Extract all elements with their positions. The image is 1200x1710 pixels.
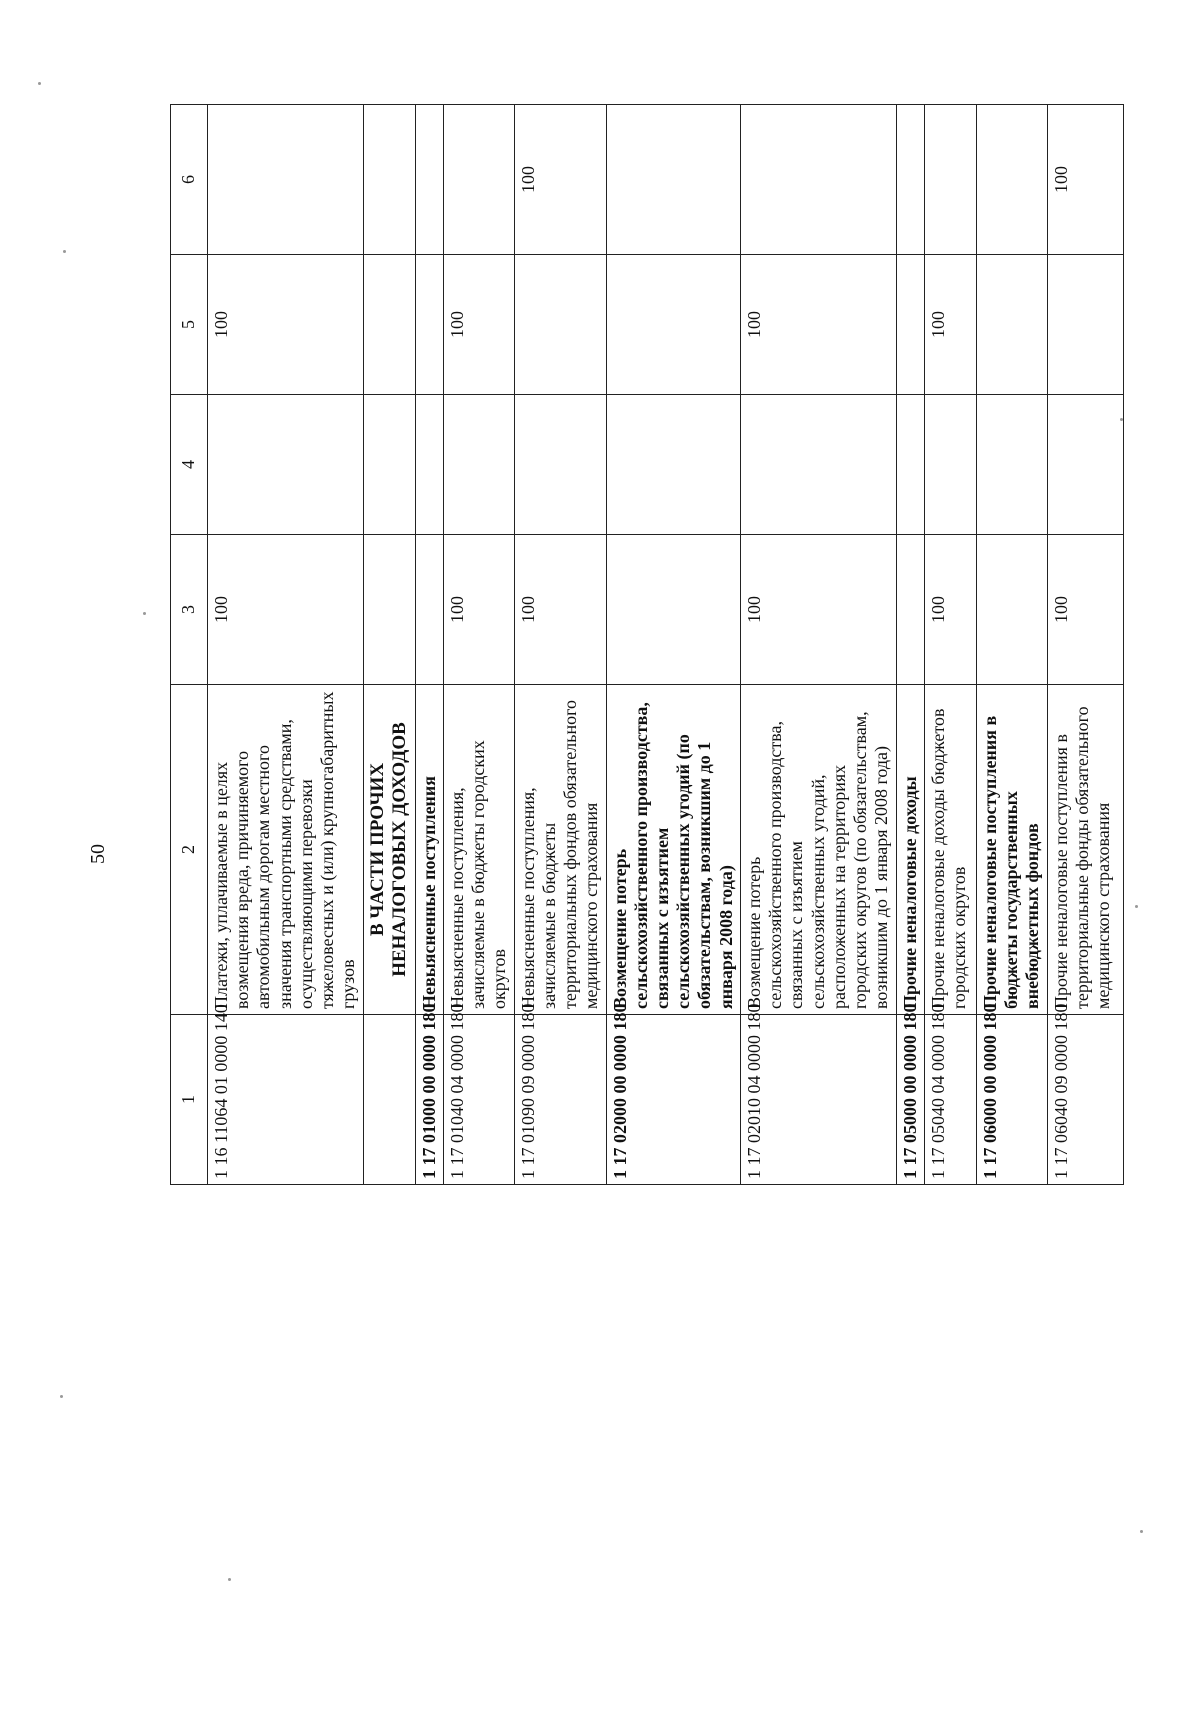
- revenue-name: Платежи, уплачиваемые в целях возмещения вреда, причиняемого автомобильным дорогам местного значения транспортными средствами, осуществляющими перевозки тяжеловесных и (или) крупногабаритных грузов: [208, 685, 364, 1015]
- revenue-name: Невыясненные поступления, зачисляемые в бюджеты городских округов: [443, 685, 514, 1015]
- revenue-code: 1 17 02000 00 0000 180: [606, 1015, 740, 1185]
- cell-col3: 100: [740, 535, 896, 685]
- revenue-code: 1 17 01040 04 0000 180: [443, 1015, 514, 1185]
- revenue-code: 1 17 01090 09 0000 180: [514, 1015, 606, 1185]
- cell-col4: [976, 395, 1047, 535]
- cell-col3: 100: [1047, 535, 1123, 685]
- cell-col5: [606, 255, 740, 395]
- header-row: [171, 105, 208, 1185]
- cell-col5: 100: [208, 255, 364, 395]
- cell-col6: [740, 105, 896, 255]
- revenue-name: Прочие неналоговые поступления в территориальные фонды обязательного медицинского страхования: [1047, 685, 1123, 1015]
- cell-col6: [443, 105, 514, 255]
- cell-col5: [363, 255, 415, 395]
- scan-speck: [38, 82, 41, 85]
- cell-col4: [415, 395, 443, 535]
- table-row: [740, 105, 896, 1185]
- cell-col5: 100: [443, 255, 514, 395]
- revenue-code: 1 17 01000 00 0000 180: [415, 1015, 443, 1185]
- revenue-name: Прочие неналоговые поступления в бюджеты государственных внебюджетных фондов: [976, 685, 1047, 1015]
- revenue-code: 1 17 05040 04 0000 180: [924, 1015, 976, 1185]
- cell-col6: 100: [1047, 105, 1123, 255]
- table-row: [924, 105, 976, 1185]
- revenue-name: Прочие неналоговые доходы: [896, 685, 924, 1015]
- cell-col3: 100: [443, 535, 514, 685]
- table-row: [208, 105, 364, 1185]
- revenue-code: 1 17 06000 00 0000 180: [976, 1015, 1047, 1185]
- cell-col5: 100: [924, 255, 976, 395]
- column-header: 1: [171, 1015, 208, 1185]
- column-header: 4: [171, 395, 208, 535]
- cell-col4: [740, 395, 896, 535]
- cell-col4: [208, 395, 364, 535]
- column-header: 3: [171, 535, 208, 685]
- scan-speck: [1135, 905, 1138, 908]
- revenue-classification-table: [170, 104, 1124, 1185]
- cell-col3: 100: [924, 535, 976, 685]
- revenue-name: Возмещение потерь сельскохозяйственного производства, связанных с изъятием сельскохозяйственных угодий (по обязательствам, возникшим до 1 января 2008 года): [606, 685, 740, 1015]
- cell-col5: [976, 255, 1047, 395]
- revenue-name: Возмещение потерь сельскохозяйственного производства, связанных с изъятием сельскохозяйственных угодий, расположенных на территориях городских округов (по обязательствам, возникшим до 1 января 2008 года): [740, 685, 896, 1015]
- cell-col5: 100: [740, 255, 896, 395]
- cell-col6: [363, 105, 415, 255]
- table-row: [606, 105, 740, 1185]
- cell-col6: [924, 105, 976, 255]
- cell-col5: [415, 255, 443, 395]
- cell-col5: [896, 255, 924, 395]
- scan-speck: [1120, 418, 1123, 421]
- cell-col5: [514, 255, 606, 395]
- cell-col3: 100: [208, 535, 364, 685]
- page-number: 50: [87, 844, 109, 864]
- table-row: [415, 105, 443, 1185]
- cell-col4: [514, 395, 606, 535]
- cell-col5: [1047, 255, 1123, 395]
- cell-col6: [976, 105, 1047, 255]
- scan-speck: [143, 612, 146, 615]
- cell-col4: [443, 395, 514, 535]
- table-row: [976, 105, 1047, 1185]
- revenue-name: Невыясненные поступления, зачисляемые в бюджеты территориальных фондов обязательного медицинского страхования: [514, 685, 606, 1015]
- cell-col6: [208, 105, 364, 255]
- revenue-code: 1 16 11064 01 0000 140: [208, 1015, 364, 1185]
- scan-speck: [1140, 1530, 1143, 1533]
- rotated-table-container: [170, 105, 1113, 1185]
- cell-col6: [896, 105, 924, 255]
- section-title: В ЧАСТИ ПРОЧИХ НЕНАЛОГОВЫХ ДОХОДОВ: [363, 685, 415, 1015]
- table-row: [1047, 105, 1123, 1185]
- scan-speck: [228, 1578, 231, 1581]
- cell-col4: [896, 395, 924, 535]
- cell-col3: [363, 535, 415, 685]
- revenue-name: Прочие неналоговые доходы бюджетов городских округов: [924, 685, 976, 1015]
- table-row: [514, 105, 606, 1185]
- cell-col4: [363, 395, 415, 535]
- cell-col6: 100: [514, 105, 606, 255]
- revenue-code: [363, 1015, 415, 1185]
- scan-speck: [63, 250, 66, 253]
- cell-col4: [1047, 395, 1123, 535]
- cell-col3: [976, 535, 1047, 685]
- cell-col4: [606, 395, 740, 535]
- revenue-code: 1 17 02010 04 0000 180: [740, 1015, 896, 1185]
- cell-col3: [415, 535, 443, 685]
- section-row: [363, 105, 415, 1185]
- cell-col3: [606, 535, 740, 685]
- column-header: 5: [171, 255, 208, 395]
- revenue-name: Невыясненные поступления: [415, 685, 443, 1015]
- scan-speck: [60, 1395, 63, 1398]
- column-header: 6: [171, 105, 208, 255]
- cell-col3: 100: [514, 535, 606, 685]
- cell-col6: [415, 105, 443, 255]
- revenue-code: 1 17 05000 00 0000 180: [896, 1015, 924, 1185]
- cell-col4: [924, 395, 976, 535]
- table-row: [896, 105, 924, 1185]
- revenue-code: 1 17 06040 09 0000 180: [1047, 1015, 1123, 1185]
- column-header: 2: [171, 685, 208, 1015]
- table-row: [443, 105, 514, 1185]
- cell-col3: [896, 535, 924, 685]
- cell-col6: [606, 105, 740, 255]
